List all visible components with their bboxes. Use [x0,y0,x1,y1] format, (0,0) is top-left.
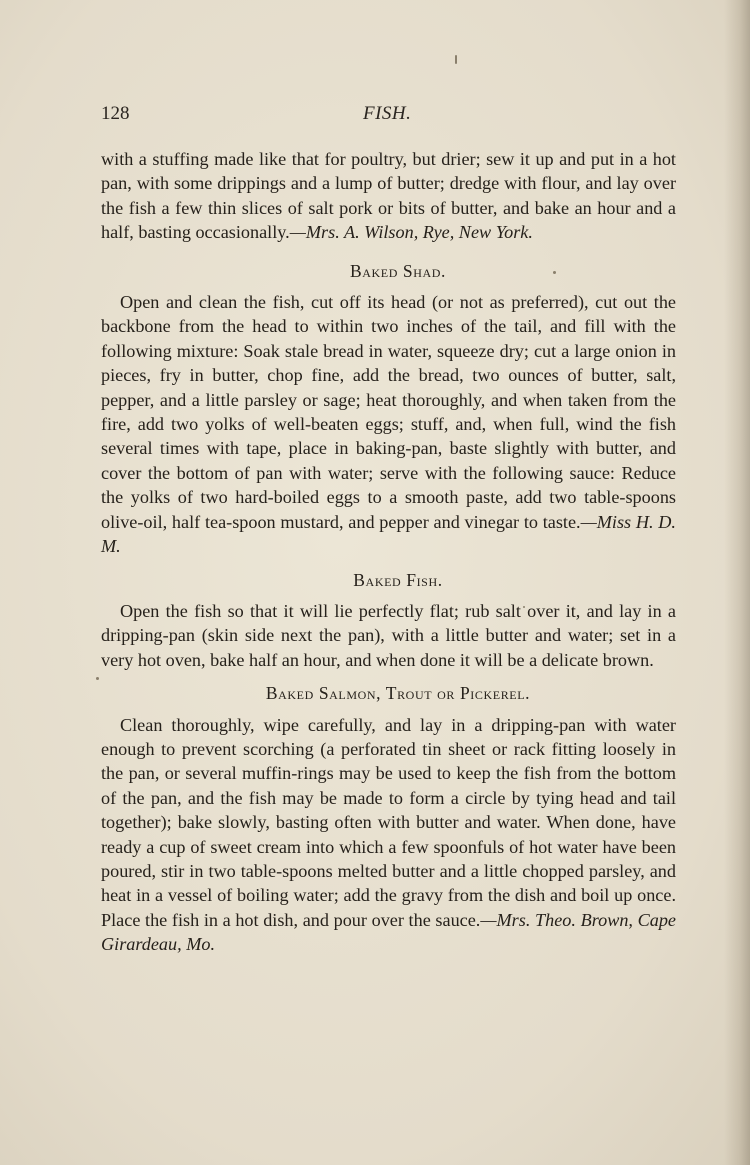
recipe-paragraph-baked-shad [101,290,676,558]
recipe-attribution: —Mrs. Theo. Brown, Cape Girardeau, Mo. [101,909,677,955]
recipe-heading-baked-fish: Baked Fish. [353,569,443,590]
recipe-paragraph-baked-fish [101,599,676,672]
recipe-attribution: —Mrs. A. Wilson, Rye, New York. [289,222,533,243]
running-head: FISH. [363,103,412,124]
recipe-attribution: —Miss H. D. M. [101,511,676,557]
page-body [101,147,676,957]
paper-speck [96,677,99,680]
recipe-paragraph-baked-salmon [101,713,676,957]
paragraph-text: Clean thoroughly, wipe carefully, and lay in a dripping-pan with water enough to prevent scorching (a perforated tin sheet or rack fitting loosely in the pan, or several muffin-rings may be used to keep the fish from the bottom of the pan, and the fish may be made to form a circle by tying head and tail together); bake slowly, basting often with butter and water. When done, have ready a cup of sweet cream into which a few spoonfuls of hot water have been poured, stir in two table-spoons melted butter and a little chopped parsley, and heat in a vessel of boiling water; add the gravy from the dish and boil up once. Place the fish in a hot dish, and pour over the sauce. [101,714,676,930]
paragraph-text: Open and clean the fish, cut off its head (or not as preferred), cut out the backbone from the head to within two inches of the tail, and fill with the following mixture: Soak stale bread in water, squeeze dry; cut a large onion in pieces, fry in butter, chop fine, add the bread, two ounces of butter, salt, pepper, and a little parsley or sage; heat thoroughly, and when taken from the fire, add two yolks of well-beaten eggs; stuff, and, when full, wind the fish several times with tape, place in baking-pan, baste slightly with butter, and cover the bottom of pan with water; serve with the following sauce: Reduce the yolks of two hard-boiled eggs to a smooth paste, add two table-spoons olive-oil, half tea-spoon mustard, and pepper and vinegar to taste. [101,292,676,532]
paper-speck [455,55,457,64]
recipe-heading-baked-salmon: Baked Salmon, Trout or Pickerel. [265,683,531,704]
page-number: 128 [101,103,130,124]
page-header [101,103,676,129]
recipe-heading-baked-shad: Baked Shad. [349,260,447,281]
paragraph-text: Open the fish so that it will lie perfectly flat; rub salt over it, and lay in a dripping-pan (skin side next the pan), with a little butter and water; set in a very hot oven, bake half an hour, and when done it will be a delicate brown. [101,600,676,670]
recipe-continuation-paragraph [101,147,676,245]
paragraph-text: with a stuffing made like that for poultry, but drier; sew it up and put in a hot pan, with some drippings and a lump of butter; dredge with flour, and lay over the fish a few thin slices of salt pork or bits of butter, and bake an hour and a half, basting occasionally. [101,149,676,243]
page-gutter-shadow [724,0,750,1165]
